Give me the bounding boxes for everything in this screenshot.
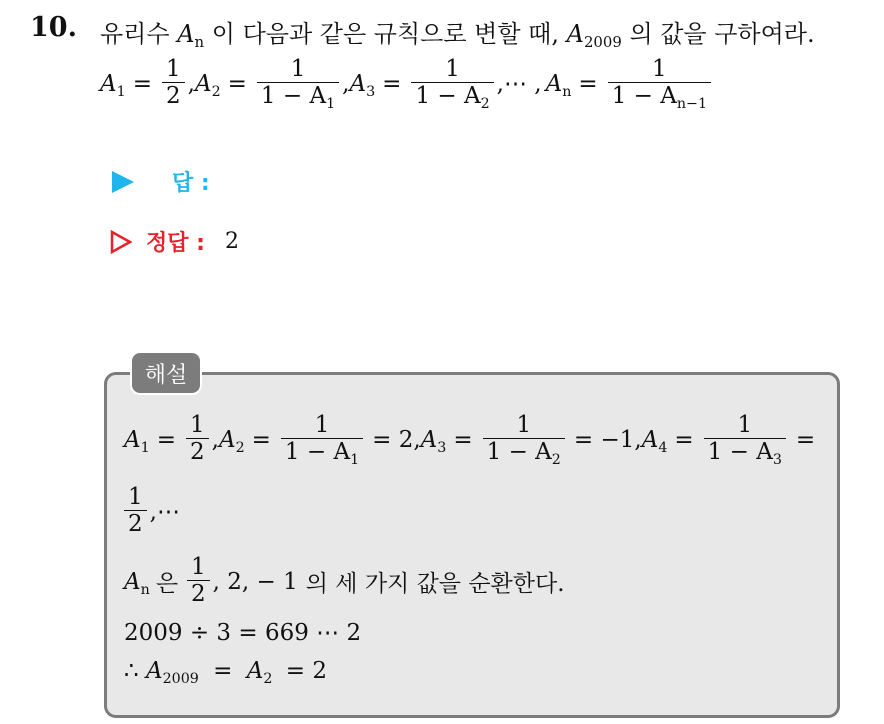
explanation-line-3: 2009 ÷ 3 = 669 ⋯ 2 <box>124 620 362 646</box>
question-text: 유리수 $A_n$ 이 다음과 같은 규칙으로 변할 때, $A_{2009}$ 의 값을 구하여라. <box>100 20 815 52</box>
outline-triangle-icon <box>110 230 132 254</box>
recurrence-formula: $A_1$ = $\frac{1}{2}$ , $A_2$ = $\frac{1}{1 - A_1}$ , $A_3$ = $\frac{1}{1 - A_2}$ ,⋯ , $A_n$ = $\frac{1}{1 - A_{n-1}}$ <box>100 56 714 111</box>
play-triangle-icon <box>112 171 134 193</box>
explanation-line-4: ∴ $A_{2009} = A_2 = 2$ <box>124 658 327 687</box>
correct-answer-row <box>110 226 239 257</box>
var-a2009: $A_{2009}$ <box>566 20 622 52</box>
var-an: $A_n$ <box>177 20 205 52</box>
answer-label: 답 : <box>172 171 210 196</box>
explanation-line-1: $A_1$ = $\frac{1}{2}$ , $A_2$ = $\frac{1}{1 - A_1}$ = 2, $A_3$ = $\frac{1}{1 - A_2}$ = −1, $A_4$ = $\frac{1}{1 - A_3}$ = <box>124 412 816 469</box>
explanation-line-2: $A_n$ 은 $\frac{1}{2}$ , 2, − 1 의 세 가지 값을 순환한다. <box>124 554 565 608</box>
correct-answer-value: 2 <box>224 229 239 254</box>
correct-answer-label: 정답 : <box>146 231 205 256</box>
explanation-line-1-cont: $\frac{1}{2}$ ,⋯ <box>124 484 180 539</box>
question-number: 10. <box>30 12 77 43</box>
explanation-tag: 해설 <box>130 351 202 395</box>
answer-row <box>112 166 210 197</box>
